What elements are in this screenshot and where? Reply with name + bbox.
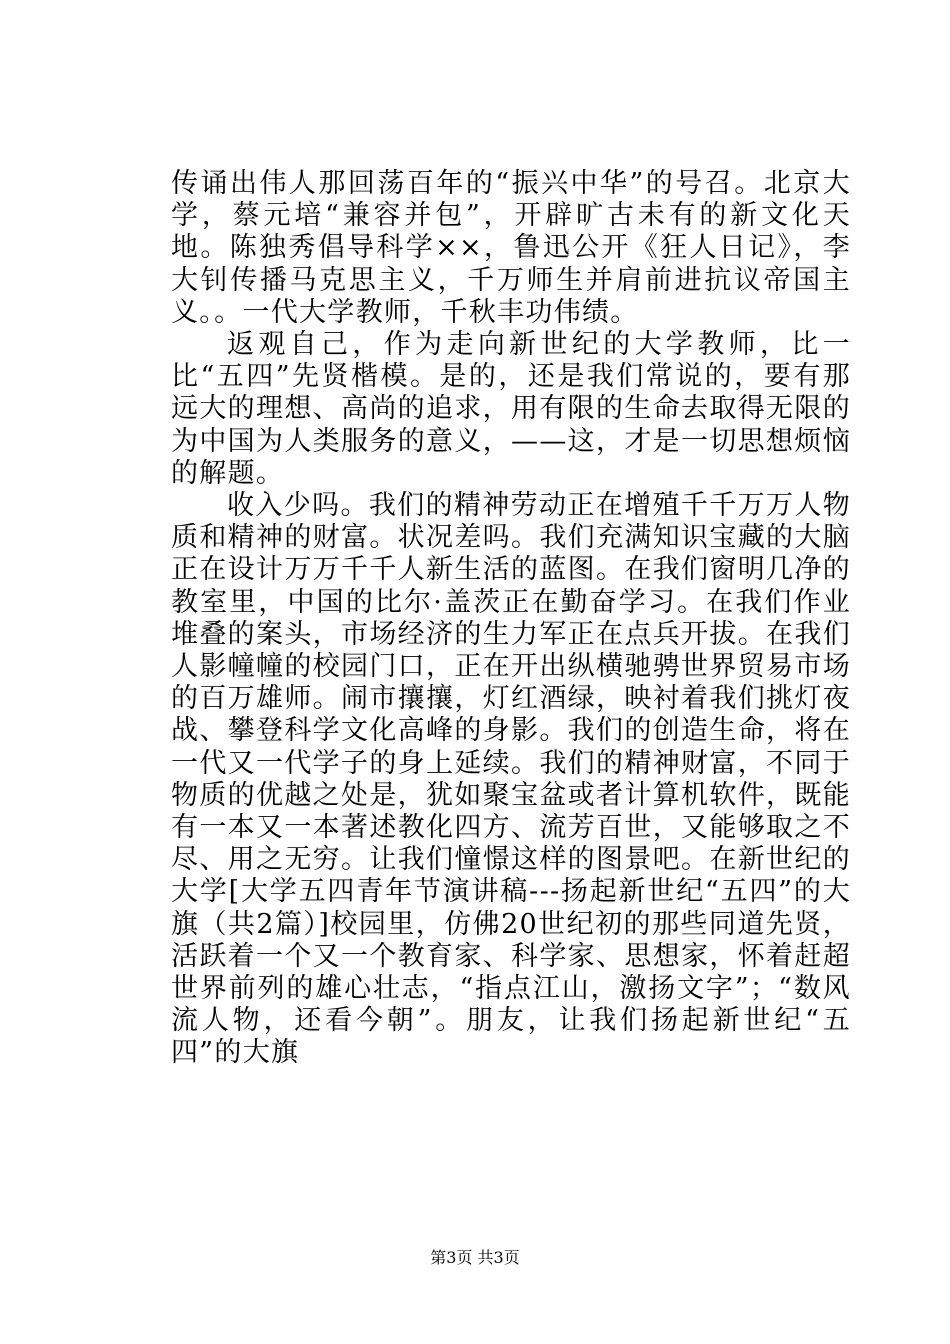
document-body: [171, 168, 851, 1070]
paragraph-vision: 收入少吗。我们的精神劳动正在增殖千千万万人物质和精神的财富。状况差吗。我们充满知识宝藏的大脑正在设计万万千千人新生活的蓝图。在我们窗明几净的教室里，中国的比尔·盖茨正在勤奋学习。在我们作业堆叠的案头，市场经济的生力军正在点兵开拔。在我们人影幢幢的校园门口，正在开出纵横驰骋世界贸易市场的百万雄师。闹市攘攘，灯红酒绿，映衬着我们挑灯夜战、攀登科学文化高峰的身影。我们的创造生命，将在一代又一代学子的身上延续。我们的精神财富，不同于物质的优越之处是，犹如聚宝盆或者计算机软件，既能有一本又一本著述教化四方、流芳百世，又能够取之不尽、用之无穷。让我们憧憬这样的图景吧。在新世纪的大学[大学五四青年节演讲稿---扬起新世纪“五四”的大旗（共2篇）]校园里，仿佛20世纪初的那些同道先贤，活跃着一个又一个教育家、科学家、思想家，怀着赶超世界前列的雄心壮志，“指点江山，激扬文字”；“数风流人物，还看今朝”。朋友，让我们扬起新世纪“五四”的大旗: [171, 490, 851, 1069]
paragraph-reflection: 返观自己，作为走向新世纪的大学教师，比一比“五四”先贤楷模。是的，还是我们常说的，要有那远大的理想、高尚的追求，用有限的生命去取得无限的为中国为人类服务的意义，——这，才是一切思想烦恼的解题。: [171, 329, 851, 489]
page-number-footer: 第3页 共3页: [430, 1248, 520, 1267]
paragraph-continuation: 传诵出伟人那回荡百年的“振兴中华”的号召。北京大学，蔡元培“兼容并包”，开辟旷古未有的新文化天地。陈独秀倡导科学××，鲁迅公开《狂人日记》，李大钊传播马克思主义，千万师生并肩前进抗议帝国主义。。一代大学教师，千秋丰功伟绩。: [171, 168, 851, 328]
